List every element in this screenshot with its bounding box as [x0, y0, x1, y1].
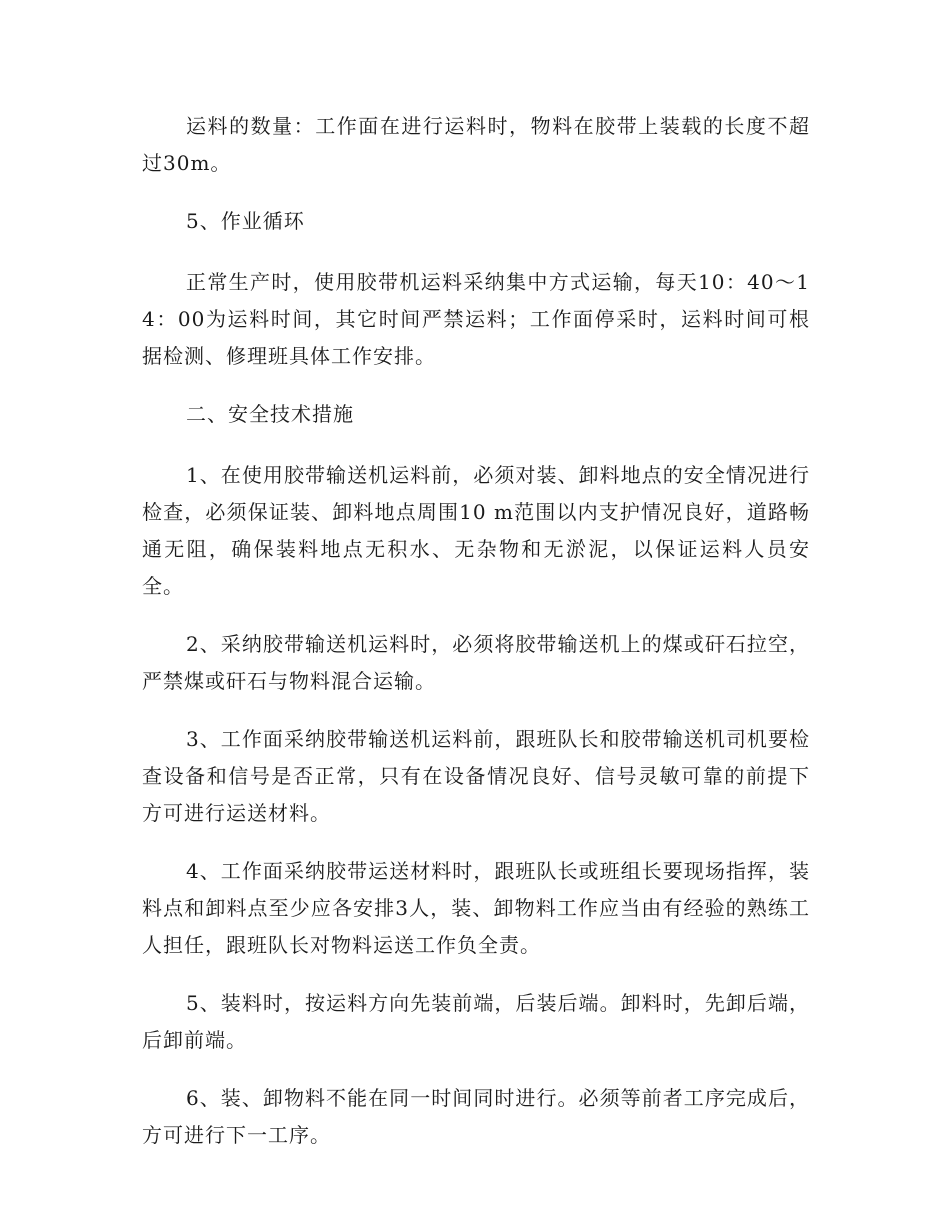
paragraph-safety-item-2: 2、采纳胶带输送机运料时，必须将胶带输送机上的煤或矸石拉空，严禁煤或矸石与物料混合运输。	[142, 632, 810, 693]
section-heading-safety-measures: 二、安全技术措施	[186, 402, 354, 426]
paragraph-safety-item-1: 1、在使用胶带输送机运料前，必须对装、卸料地点的安全情况进行检查，必须保证装、卸料地点周围10 m范围以内支护情况良好，道路畅通无阻，确保装料地点无积水、无杂物和无淤泥，以保证运料人员安全。	[142, 463, 810, 598]
paragraph-transport-quantity: 运料的数量：工作面在进行运料时，物料在胶带上装载的长度不超过30m。	[142, 114, 810, 175]
document-body	[142, 108, 810, 1175]
paragraph-normal-production: 正常生产时，使用胶带机运料采纳集中方式运输，每天10：40～14：00为运料时间，其它时间严禁运料；工作面停采时，运料时间可根据检测、修理班具体工作安排。	[142, 270, 810, 368]
paragraph-safety-item-4: 4、工作面采纳胶带运送材料时，跟班队长或班组长要现场指挥，装料点和卸料点至少应各安排3人，装、卸物料工作应当由有经验的熟练工人担任，跟班队长对物料运送工作负全责。	[142, 859, 810, 957]
paragraph-safety-item-5: 5、装料时，按运料方向先装前端，后装后端。卸料时，先卸后端，后卸前端。	[142, 991, 810, 1052]
paragraph-safety-item-3: 3、工作面采纳胶带输送机运料前，跟班队长和胶带输送机司机要检查设备和信号是否正常，只有在设备情况良好、信号灵敏可靠的前提下方可进行运送材料。	[142, 727, 810, 825]
section-heading-work-cycle: 5、作业循环	[186, 209, 305, 233]
paragraph-safety-item-6: 6、装、卸物料不能在同一时间同时进行。必须等前者工序完成后，方可进行下一工序。	[142, 1086, 810, 1147]
